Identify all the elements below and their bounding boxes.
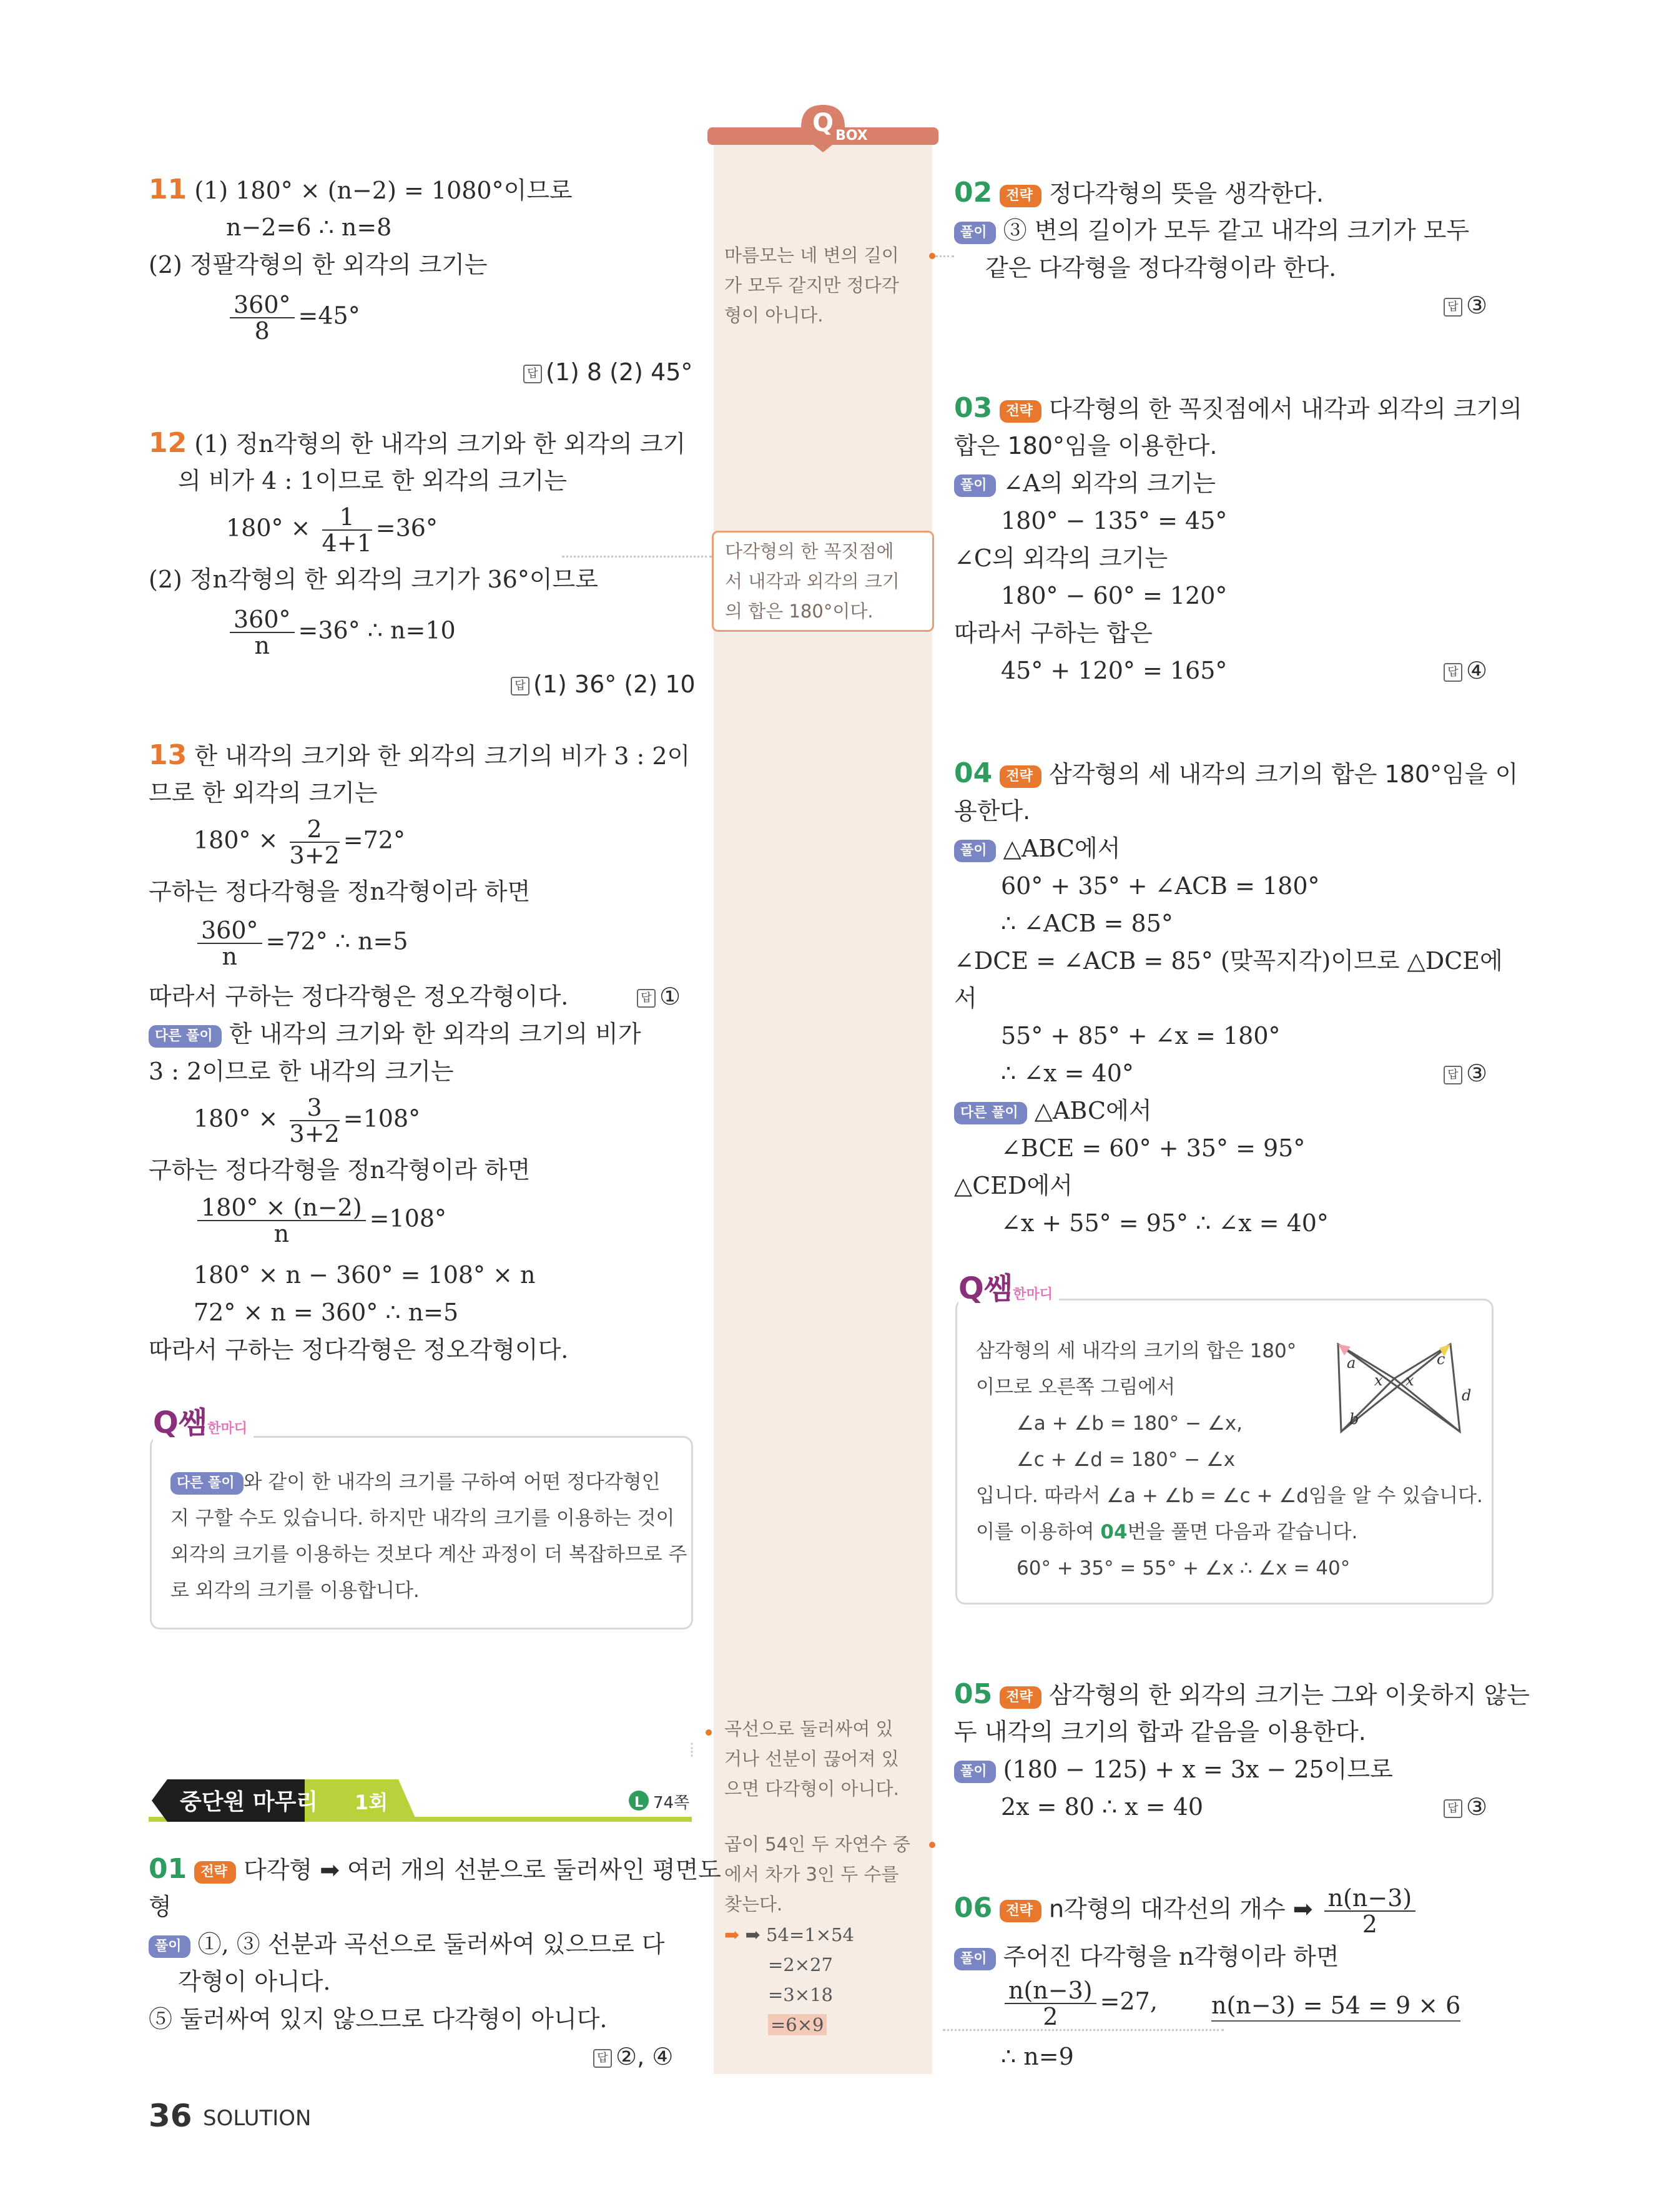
problem-05-strategy2: 두 내각의 크기의 합과 같음을 이용한다. <box>954 1718 1366 1746</box>
note-connector <box>691 1743 693 1757</box>
strategy-tag: 전략 <box>194 1861 236 1884</box>
problem-12-line1: 12 (1) 정n각형의 한 내각의 크기와 한 외각의 크기 <box>149 427 686 459</box>
page-number: 36 <box>149 2098 192 2134</box>
note-connector <box>562 556 712 558</box>
svg-text:c: c <box>1437 1350 1445 1368</box>
note-dot <box>706 1729 712 1736</box>
problem-04-line8: ∴ ∠x = 40° <box>1001 1059 1134 1087</box>
problem-03-strategy2: 합은 180°임을 이용한다. <box>954 432 1218 460</box>
problem-04-strategy2: 용한다. <box>954 797 1031 825</box>
problem-06-line2: 풀이 주어진 다각형을 n각형이라 하면 <box>954 1942 1339 1972</box>
problem-13-alt1: 다른 풀이 한 내각의 크기와 한 외각의 크기의 비가 <box>149 1019 641 1049</box>
qbox-header <box>707 100 938 150</box>
problem-04-alt3: △CED에서 <box>954 1172 1073 1199</box>
problem-13-line1: 13 한 내각의 크기와 한 외각의 크기의 비가 3 : 2이 <box>149 739 691 771</box>
problem-13-line3: 구하는 정다각형을 정n각형이라 하면 <box>149 878 531 905</box>
problem-13-alt6: 따라서 구하는 정다각형은 정오각형이다. <box>149 1336 569 1364</box>
problem-05-line2: 풀이 (180 − 125) + x = 3x − 25이므로 <box>954 1754 1393 1784</box>
svg-text:74쪽: 74쪽 <box>653 1794 690 1812</box>
svg-text:d: d <box>1462 1387 1472 1404</box>
problem-04-line6: 서 <box>954 985 977 1012</box>
qbox-note-5: ➡ ➡ 54=1×54 =2×27 =3×18 =6×9 <box>724 1924 854 2035</box>
qssaem-box-left: 다른 풀이 와 같이 한 내각의 크기를 구하여 어떤 정다각형인 지 구할 수도 있습니다. 하지만 내각의 크기를 이용하는 것이 외각의 크기를 이용하는 것보다 계산 과정이 더 복잡하므로 주 로 외각의 크기를 이용합니다. <box>150 1436 693 1630</box>
qbox-note-1: 마름모는 네 변의 길이 가 모두 같지만 정다각 형이 아니다. <box>724 245 899 326</box>
problem-01-line1: 01 전략 다각형 ➡ 여러 개의 선분으로 둘러싸인 평면도 <box>149 1853 721 1885</box>
problem-11-frac: $\frac{360^\circ}{8}$ =45° <box>226 292 360 343</box>
problem-13-frac1: 180° × $\frac{2}{3+2}$ =72° <box>194 815 405 869</box>
problem-04-alt4: ∠x + 55° = 95° ∴ ∠x = 40° <box>1001 1209 1329 1237</box>
answer-03: 답 ④ <box>1444 656 1487 686</box>
svg-text:x: x <box>1374 1372 1383 1389</box>
problem-03-line5: 180° − 60° = 120° <box>1001 582 1228 609</box>
qbox-letter: Q <box>812 109 834 137</box>
problem-01-strategy2: 형 <box>149 1893 172 1920</box>
answer-02: 답 ③ <box>1444 290 1487 320</box>
problem-11-line3: (2) 정팔각형의 한 외각의 크기는 <box>149 251 488 278</box>
svg-text:L: L <box>634 1795 644 1811</box>
problem-11-line1: 11 (1) 180° × (n−2) = 1080°이므로 <box>149 174 573 205</box>
problem-05-line3: 2x = 80 ∴ x = 40 <box>1001 1793 1204 1821</box>
problem-13-frac2: $\frac{360^\circ}{n}$ =72° ∴ n=5 <box>194 918 408 969</box>
problem-13-alt2: 3 : 2이므로 한 내각의 크기는 <box>149 1058 454 1085</box>
problem-04-alt2: ∠BCE = 60° + 35° = 95° <box>1001 1134 1306 1162</box>
problem-12-frac2: $\frac{360^\circ}{n}$ =36° ∴ n=10 <box>226 607 456 658</box>
problem-03-line4: ∠C의 외각의 크기는 <box>954 544 1168 572</box>
answer-icon: 답 <box>523 365 542 383</box>
problem-04-line1: 04 전략 삼각형의 세 내각의 크기의 합은 180°임을 이 <box>954 757 1519 789</box>
problem-03-line6: 따라서 구하는 합은 <box>954 619 1153 647</box>
answer-01: 답 ②, ④ <box>593 2042 673 2072</box>
problem-number: 11 <box>149 174 187 205</box>
problem-13-alt3: 구하는 정다각형을 정n각형이라 하면 <box>149 1156 531 1184</box>
problem-03-line3: 180° − 135° = 45° <box>1001 507 1228 534</box>
problem-13-alt5: 72° × n = 360° ∴ n=5 <box>194 1299 459 1326</box>
problem-01-line3: 각형이 아니다. <box>178 1968 331 1995</box>
qbox-note-3: 곡선으로 둘러싸여 있 거나 선분이 끊어져 있 으면 다각형이 아니다. <box>724 1718 899 1799</box>
problem-04-line4: ∴ ∠ACB = 85° <box>1001 910 1173 937</box>
problem-04-alt1: 다른 풀이 △ABC에서 <box>954 1096 1152 1126</box>
note-connector <box>943 2029 1224 2031</box>
answer-11: 답 (1) 8 (2) 45° <box>523 357 692 387</box>
qbox-note-4: 곱이 54인 두 자연수 중 에서 차가 3인 두 수를 찾는다. <box>724 1834 910 1915</box>
problem-03-line1: 03 전략 다각형의 한 꼭짓점에서 내각과 외각의 크기의 <box>954 392 1522 424</box>
problem-06-line4: ∴ n=9 <box>1001 2043 1074 2070</box>
svg-text:a: a <box>1347 1354 1356 1372</box>
problem-04-line2: 풀이 △ABC에서 <box>954 833 1120 863</box>
answer-04: 답 ③ <box>1444 1058 1487 1088</box>
problem-13-line2: 므로 한 외각의 크기는 <box>149 779 378 807</box>
svg-text:중단원 마무리: 중단원 마무리 <box>180 1789 318 1815</box>
svg-text:x: x <box>1405 1372 1414 1389</box>
qbox-note-2: 다각형의 한 꼭짓점에 서 내각과 외각의 크기 의 합은 180°이다. <box>712 531 934 632</box>
alt-solution-tag: 다른 풀이 <box>149 1025 222 1048</box>
problem-02-line2: 풀이 ③ 변의 길이가 모두 같고 내각의 크기가 모두 <box>954 215 1469 245</box>
problem-02-line1: 02 전략 정다각형의 뜻을 생각한다. <box>954 177 1324 209</box>
problem-03-line2: 풀이 ∠A의 외각의 크기는 <box>954 468 1216 498</box>
problem-12-line3: (2) 정n각형의 한 외각의 크기가 36°이므로 <box>149 566 598 593</box>
svg-text:b: b <box>1349 1410 1359 1428</box>
qssaem-box-right: 삼각형의 세 내각의 크기의 합은 180° 이므로 오른쪽 그림에서 ∠a + ∠b = 180° − ∠x, ∠c + ∠d = 180° − ∠x 입니다. 따라서 ∠a + ∠b = ∠c + ∠d임을 알 수 있습니다. 이를 이용하여 04번을 풀면 다음과 같습니다. 60° + 35° = 55° + ∠x ∴ ∠x = 40° a b c d x x <box>955 1299 1494 1605</box>
note-dot <box>929 1842 935 1848</box>
problem-13-frac3: 180° × $\frac{3}{3+2}$ =108° <box>194 1094 421 1148</box>
problem-03-line7: 45° + 120° = 165° <box>1001 657 1228 684</box>
problem-12-frac1: 180° × $\frac{1}{4+1}$ =36° <box>226 503 438 557</box>
problem-02-line3: 같은 다각형을 정다각형이라 한다. <box>985 254 1337 282</box>
problem-01-line2: 풀이 ①, ③ 선분과 곡선으로 둘러싸여 있으므로 다 <box>149 1929 665 1959</box>
problem-11-line2: n−2=6 ∴ n=8 <box>226 214 392 241</box>
problem-06-line3: n(n−3) = 54 = 9 × 6 <box>1211 1990 1460 2022</box>
problem-06-line1: 06 전략 n각형의 대각선의 개수 ➡ $\frac{n(n-3)}{2}$ <box>954 1885 1419 1937</box>
problem-13-line4: 따라서 구하는 정다각형은 정오각형이다. <box>149 983 569 1010</box>
problem-04-line3: 60° + 35° + ∠ACB = 180° <box>1001 872 1320 900</box>
note-dot <box>929 253 935 259</box>
problem-05-line1: 05 전략 삼각형의 한 외각의 크기는 그와 이웃하지 않는 <box>954 1678 1530 1710</box>
note-connector <box>935 255 954 257</box>
solution-tag: 풀이 <box>149 1935 190 1958</box>
answer-05: 답 ③ <box>1444 1792 1487 1822</box>
qssaem-logo: Q쌤한마디 <box>958 1264 1059 1307</box>
problem-12-line2: 의 비가 4 : 1이므로 한 외각의 크기는 <box>178 467 567 494</box>
answer-13: 답 ① <box>637 981 681 1011</box>
svg-text:1회: 1회 <box>355 1791 388 1814</box>
problem-06-frac: $\frac{n(n-3)}{2}$ =27, <box>1001 1978 1158 2029</box>
problem-04-line7: 55° + 85° + ∠x = 180° <box>1001 1022 1281 1049</box>
bowtie-triangle-figure <box>1326 1325 1472 1444</box>
footer-label: SOLUTION <box>203 2106 312 2131</box>
qbox-title: BOX <box>835 128 868 144</box>
answer-12: 답 (1) 36° (2) 10 <box>511 669 696 699</box>
problem-13-alt4: 180° × n − 360° = 108° × n <box>194 1261 536 1289</box>
section-banner <box>149 1773 692 1829</box>
problem-13-frac4: $\frac{180^\circ \times (n-2)}{n}$ =108° <box>194 1195 446 1246</box>
problem-01-line4: ⑤ 둘러싸여 있지 않으므로 다각형이 아니다. <box>149 2005 608 2033</box>
problem-04-line5: ∠DCE = ∠ACB = 85° (맞꼭지각)이므로 △DCE에 <box>954 947 1503 975</box>
qssaem-logo: Q쌤한마디 <box>153 1398 254 1442</box>
